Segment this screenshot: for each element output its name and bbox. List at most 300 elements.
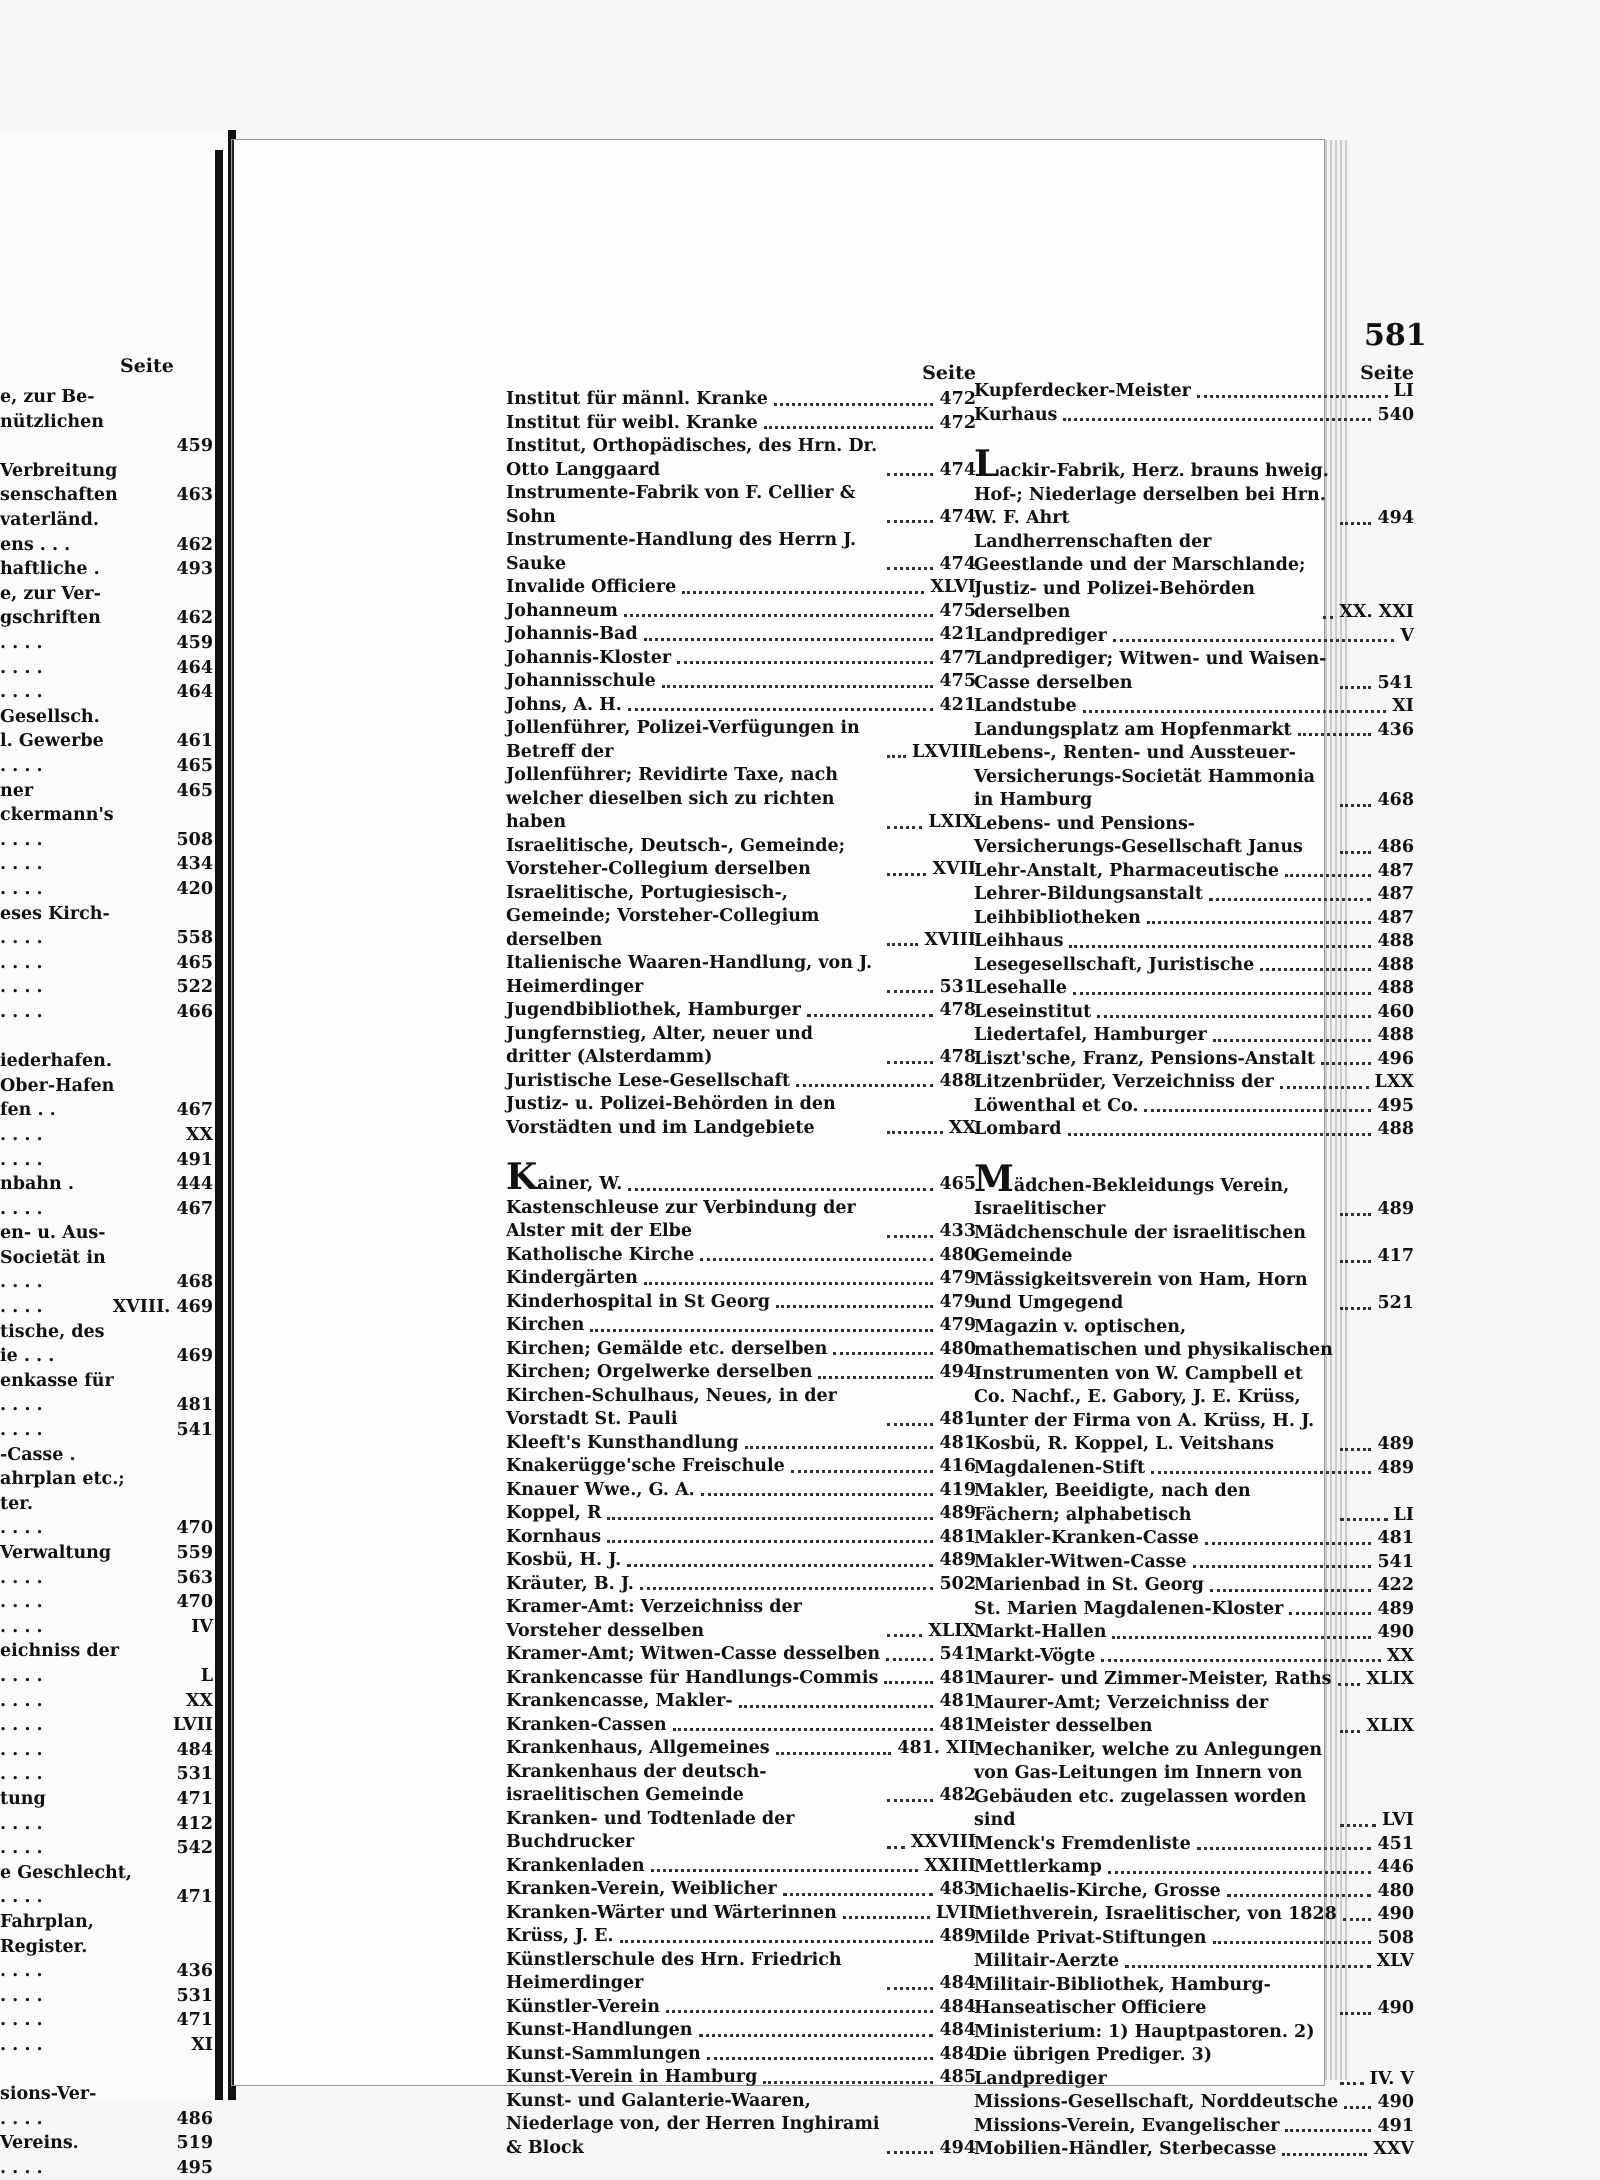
entry-page: 412	[176, 1813, 213, 1834]
leader-dots	[1340, 851, 1371, 854]
entry-page: 490	[1377, 1904, 1414, 1924]
index-entry	[974, 1574, 1414, 1598]
entry-text: Menck's Fremdenliste	[974, 1833, 1191, 1854]
entry-page: 481	[939, 1409, 976, 1429]
entry-text: . . . .	[0, 1838, 43, 1859]
leader-dots	[1210, 1589, 1372, 1592]
index-entry	[506, 1808, 976, 1855]
entry-text: . . . .	[0, 1149, 43, 1170]
leader-dots	[776, 1752, 892, 1755]
entry-text: Kranken-Verein, Weiblicher	[506, 1879, 777, 1899]
leader-dots	[1340, 1518, 1388, 1521]
leader-dots	[682, 591, 924, 594]
entry-page: XLVI	[930, 577, 976, 597]
entry-page: 480	[1377, 1880, 1414, 1901]
leader-dots	[1112, 1636, 1371, 1639]
entry-text: Koppel, R	[506, 1503, 602, 1523]
index-entry	[0, 901, 213, 926]
leader-dots	[590, 1329, 933, 1332]
entry-page: 433	[939, 1221, 976, 1241]
leader-dots	[1213, 1039, 1372, 1042]
entry-page: 484	[939, 1973, 976, 1993]
entry-text: Krankencasse, Makler-	[506, 1691, 733, 1711]
entry-text: Italienische Waaren-Handlung, von J. Heimerdinger	[506, 953, 873, 997]
leader-dots	[887, 826, 922, 829]
index-entry	[974, 404, 1414, 428]
index-entry	[506, 1925, 976, 1949]
leader-dots	[887, 873, 926, 876]
index-entry	[0, 803, 213, 828]
index-entry	[506, 623, 976, 647]
index-entry	[0, 926, 213, 951]
entry-page: V	[1400, 625, 1414, 646]
index-entry	[0, 1074, 213, 1099]
index-entry	[974, 1551, 1414, 1575]
entry-text: Magazin v. optischen, mathematischen und physikalischen Instrumenten von W. Campbell et Co. Nachf., E. Gabory, J. E. Krüss, unter der Firma von A. Krüss, H. J. Kosbü, R. Koppel, L. Veitshans	[974, 1316, 1333, 1454]
entry-page: 460	[1377, 1001, 1414, 1022]
leader-dots	[1340, 1260, 1371, 1263]
index-entry	[974, 1621, 1414, 1645]
index-entry	[506, 435, 976, 482]
entry-text: Lackir-Fabrik, Herz. brauns hweig. Hof-; Niederlage derselben bei Hrn. W. F. Ahrt	[974, 443, 1329, 528]
entry-page: 436	[176, 1961, 213, 1982]
leader-dots	[1073, 992, 1372, 995]
entry-text: . . . .	[0, 1813, 43, 1834]
entry-page: 487	[1377, 884, 1414, 904]
index-entry	[506, 1338, 976, 1362]
left-page-fragment	[0, 130, 236, 2178]
entry-page: LXVIII	[911, 741, 976, 762]
index-entry	[0, 483, 213, 508]
index-entry	[506, 764, 976, 835]
entry-page: 436	[1377, 719, 1414, 740]
leader-dots	[791, 1470, 934, 1473]
index-entry	[506, 2066, 976, 2090]
entry-text: Milde Privat-Stiftungen	[974, 1927, 1207, 1948]
index-entry	[0, 1861, 213, 1886]
entry-text: Landungsplatz am Hopfenmarkt	[974, 719, 1292, 740]
entry-text: Makler, Beeidigte, nach den Fächern; alphabetisch	[974, 1481, 1251, 1525]
right-column	[974, 362, 1414, 2162]
entry-text: ner	[0, 780, 34, 801]
entry-text: Katholische Kirche	[506, 1244, 695, 1265]
index-entry	[0, 1098, 213, 1123]
entry-page: 467	[176, 1100, 213, 1121]
entry-page: 465	[176, 756, 213, 776]
leader-dots	[1197, 395, 1388, 398]
entry-page: 484	[176, 1739, 213, 1760]
index-entry	[506, 1432, 976, 1456]
entry-text: Instrumente-Fabrik von F. Cellier & Sohn	[506, 483, 856, 527]
entry-page: 472	[939, 412, 976, 433]
entry-text: Kräuter, B. J.	[506, 1573, 634, 1594]
entry-text: Missions-Verein, Evangelischer	[974, 2115, 1280, 2136]
index-entry	[0, 1541, 213, 1566]
leader-dots	[1197, 1847, 1372, 1850]
entry-text: Mädchen-Bekleidungs Verein, Israelitischer	[974, 1157, 1290, 1219]
entry-page: XXVIII	[910, 1832, 976, 1852]
entry-page: 508	[176, 829, 213, 850]
leader-dots	[1323, 616, 1333, 619]
entry-page: 484	[939, 2043, 976, 2064]
leader-dots	[1340, 1213, 1371, 1216]
entry-text: nbahn .	[0, 1174, 74, 1195]
entry-page: 481	[939, 1432, 976, 1453]
entry-text: Kainer, W.	[506, 1156, 623, 1198]
index-entry	[974, 1856, 1414, 1880]
leader-dots	[745, 1446, 934, 1449]
entry-text: . . . .	[0, 1715, 43, 1736]
index-entry	[0, 533, 213, 558]
index-entry	[0, 2057, 213, 2082]
leader-dots	[774, 403, 934, 406]
index-entry	[974, 1222, 1414, 1269]
middle-column	[506, 362, 976, 2160]
index-entry	[506, 1244, 976, 1268]
index-entry	[506, 1949, 976, 1996]
index-entry	[0, 385, 213, 410]
leader-dots	[1193, 1565, 1372, 1568]
entry-text: . . . .	[0, 1616, 43, 1637]
entry-page: 469	[176, 1346, 213, 1367]
left-entries	[0, 385, 213, 2180]
entry-page: 482	[939, 1785, 976, 1805]
index-entry	[974, 1001, 1414, 1025]
index-entry	[974, 2091, 1414, 2115]
index-entry	[0, 1738, 213, 1763]
entry-page: 422	[1377, 1575, 1414, 1595]
entry-page: 541	[1377, 1551, 1414, 1572]
index-entry	[506, 1156, 976, 1198]
index-entry	[0, 1516, 213, 1541]
entry-text: Johannisschule	[506, 671, 656, 691]
leader-dots	[607, 1517, 933, 1520]
leader-dots	[1101, 1659, 1381, 1662]
entry-page: 475	[939, 671, 976, 691]
entry-text: Jungfernstieg, Alter, neuer und dritter (Alsterdamm)	[506, 1023, 813, 1067]
entry-text: . . . .	[0, 854, 43, 875]
index-entry	[0, 2033, 213, 2058]
index-entry	[506, 952, 976, 999]
index-entry	[0, 1934, 213, 1959]
entry-text: . . . .	[0, 1395, 43, 1416]
entry-page: XX	[185, 1124, 213, 1145]
index-entry	[974, 1480, 1414, 1527]
index-entry	[0, 1295, 213, 1320]
entry-text: . . . .	[0, 928, 43, 949]
index-entry	[506, 2090, 976, 2161]
entry-page: 487	[1377, 907, 1414, 928]
index-entry	[974, 1739, 1414, 1833]
index-entry	[974, 1927, 1414, 1951]
entry-page: 481	[1377, 1528, 1414, 1548]
index-entry	[974, 954, 1414, 978]
entry-page: 494	[939, 2137, 976, 2158]
entry-page: 478	[939, 1047, 976, 1067]
index-entry	[0, 1811, 213, 1836]
leader-dots	[887, 1061, 933, 1064]
entry-page: 563	[176, 1567, 213, 1588]
entry-text: . . . .	[0, 952, 43, 973]
leader-dots	[1147, 921, 1372, 924]
entry-page: 489	[939, 1503, 976, 1523]
leader-dots	[1069, 945, 1371, 948]
index-entry	[0, 1344, 213, 1369]
entry-page: L	[200, 1665, 213, 1686]
entry-text: . . . .	[0, 1297, 43, 1318]
leader-dots	[1340, 1448, 1371, 1451]
leader-dots	[887, 2151, 933, 2154]
entry-text: Register.	[0, 1936, 88, 1957]
leader-dots	[764, 426, 934, 429]
leader-dots	[1068, 1133, 1372, 1136]
leader-dots	[833, 1352, 933, 1355]
index-entry	[506, 2043, 976, 2067]
index-entry	[974, 1118, 1414, 1142]
entry-page: 493	[176, 559, 213, 580]
entry-page: LVII	[935, 1902, 976, 1923]
entry-page: 481	[176, 1395, 213, 1416]
index-entry	[506, 1737, 976, 1761]
entry-page: XX	[948, 1117, 976, 1138]
leader-dots	[1321, 1062, 1371, 1065]
index-entry	[0, 1246, 213, 1271]
entry-page: 490	[1377, 1998, 1414, 2018]
entry-page: 480	[939, 1338, 976, 1359]
leader-dots	[783, 1893, 934, 1896]
leader-dots	[807, 1014, 934, 1017]
entry-text: Lehr-Anstalt, Pharmaceutische	[974, 860, 1280, 881]
entry-text: Justiz- u. Polizei-Behörden in den Vorstädten und im Landgebiete	[506, 1094, 836, 1138]
entry-text: St. Marien Magdalenen-Kloster	[974, 1598, 1284, 1619]
entry-text: Verwaltung	[0, 1543, 112, 1563]
leader-dots	[1213, 1941, 1372, 1944]
entry-text: Lesehalle	[974, 978, 1067, 998]
entry-text: . . . .	[0, 657, 43, 678]
index-entry	[506, 1690, 976, 1714]
leader-dots	[884, 1681, 933, 1684]
index-entry	[0, 1443, 213, 1468]
entry-text: ahrplan etc.;	[0, 1469, 125, 1490]
entry-page: 468	[1377, 790, 1414, 810]
leader-dots	[1209, 898, 1372, 901]
leader-dots	[700, 1258, 933, 1261]
leader-dots	[1063, 418, 1371, 421]
index-entry	[974, 380, 1414, 404]
index-entry	[974, 1833, 1414, 1857]
index-entry	[506, 529, 976, 576]
entry-text: haftliche .	[0, 559, 100, 580]
index-entry	[506, 1023, 976, 1070]
index-entry	[0, 459, 213, 484]
entry-text: Militair-Aerzte	[974, 1951, 1119, 1971]
index-entry	[0, 1147, 213, 1172]
entry-page: 465	[176, 780, 213, 801]
leader-dots	[651, 1869, 919, 1872]
entry-page: XLIX	[928, 1620, 976, 1641]
index-entry	[0, 2156, 213, 2180]
leader-dots	[1227, 1894, 1372, 1897]
entry-page: IV. V	[1369, 2068, 1414, 2089]
leader-dots	[628, 708, 934, 711]
index-entry	[0, 1221, 213, 1246]
index-entry	[0, 1393, 213, 1418]
entry-text: Kupferdecker-Meister	[974, 381, 1191, 401]
entry-page: 486	[176, 2108, 213, 2129]
index-entry	[0, 410, 213, 435]
leader-dots	[887, 1846, 905, 1849]
entry-page: 461	[176, 731, 213, 752]
entry-text: Maurer- und Zimmer-Meister, Raths	[974, 1669, 1332, 1689]
book-spine	[215, 150, 223, 2100]
entry-page: 481	[939, 1667, 976, 1688]
entry-page: 465	[939, 1174, 976, 1194]
leader-dots	[887, 755, 906, 758]
index-entry	[0, 2107, 213, 2132]
leader-dots	[887, 473, 933, 476]
entry-page: 471	[176, 1788, 213, 1809]
entry-text: Magdalenen-Stift	[974, 1457, 1146, 1478]
index-entry	[0, 656, 213, 681]
entry-text: tung	[0, 1788, 46, 1809]
index-entry	[974, 443, 1414, 531]
section-initial: M	[974, 1157, 1014, 1200]
entry-text: e, zur Ver-	[0, 583, 101, 604]
index-entry	[0, 729, 213, 754]
entry-page: 464	[176, 682, 213, 703]
index-entry	[974, 1269, 1414, 1316]
entry-page: 521	[1377, 1293, 1414, 1313]
entry-text: Lebens- und Pensions-Versicherungs-Gesellschaft Janus	[974, 813, 1303, 857]
index-entry	[974, 1645, 1414, 1669]
index-entry	[506, 1267, 976, 1291]
entry-text: iederhafen.	[0, 1051, 112, 1072]
index-entry	[0, 1418, 213, 1443]
entry-text: Jugendbibliothek, Hamburger	[506, 1000, 801, 1020]
entry-page: 462	[176, 534, 213, 555]
index-entry	[506, 1761, 976, 1808]
index-entry	[0, 1024, 213, 1049]
entry-text: . . . .	[0, 1665, 43, 1686]
entry-page: IV	[191, 1616, 213, 1637]
leader-dots	[887, 1634, 922, 1637]
leader-dots	[887, 1799, 933, 1802]
leader-dots	[627, 1564, 933, 1567]
index-entry	[0, 2131, 213, 2156]
entry-page: 519	[176, 2133, 213, 2154]
index-entry	[0, 2082, 213, 2107]
index-entry	[974, 907, 1414, 931]
entry-text: Krankenhaus, Allgemeines	[506, 1738, 770, 1758]
entry-text: . . . .	[0, 1985, 43, 2006]
entry-text: Michaelis-Kirche, Grosse	[974, 1880, 1221, 1901]
index-entry	[506, 1667, 976, 1691]
entry-page: 444	[176, 1174, 213, 1195]
middle-column-header: Seite	[922, 362, 976, 384]
index-entry	[974, 695, 1414, 719]
entry-page: 491	[1377, 2115, 1414, 2136]
index-entry	[0, 754, 213, 779]
entry-text: Ober-Hafen	[0, 1075, 115, 1096]
entry-text: Lombard	[974, 1119, 1062, 1139]
leader-dots	[739, 1705, 934, 1708]
entry-text: e, zur Be-	[0, 387, 95, 408]
entry-page: LI	[1393, 1504, 1414, 1525]
index-entry	[974, 1071, 1414, 1095]
leader-dots	[843, 1916, 930, 1919]
page-number: 581	[1364, 318, 1427, 353]
index-entry	[506, 600, 976, 624]
entry-text: Societät in	[0, 1247, 106, 1268]
entry-page: 481	[939, 1526, 976, 1547]
index-entry	[506, 1643, 976, 1667]
entry-text: nützlichen	[0, 411, 105, 432]
entry-page: 474	[939, 459, 976, 480]
leader-dots	[886, 1658, 933, 1661]
entry-text: . . . .	[0, 1739, 43, 1760]
section-initial: L	[974, 443, 1000, 485]
leader-dots	[607, 1540, 933, 1543]
index-entry	[0, 434, 213, 459]
section-initial: K	[506, 1156, 538, 1198]
entry-page: 462	[176, 608, 213, 629]
entry-text: Markt-Hallen	[974, 1622, 1107, 1642]
index-entry	[974, 1157, 1414, 1222]
entry-page: 470	[176, 1592, 213, 1613]
entry-text: Jollenführer, Polizei-Verfügungen in Betreff der	[506, 718, 860, 762]
leader-dots	[628, 1188, 933, 1191]
entry-text: Kinderhospital in St Georg	[506, 1291, 770, 1312]
entry-page: 489	[939, 1550, 976, 1570]
entry-text: eses Kirch-	[0, 903, 110, 924]
index-entry	[506, 1714, 976, 1738]
entry-page: 446	[1377, 1857, 1414, 1877]
entry-text: fen . .	[0, 1100, 56, 1121]
entry-text: ie . . .	[0, 1346, 55, 1367]
entry-text: Invalide Officiere	[506, 577, 677, 597]
entry-page: XX. XXI	[1339, 602, 1414, 622]
entry-text: e Geschlecht,	[0, 1862, 132, 1883]
entry-text: . . . .	[0, 1001, 43, 1022]
entry-page: 489	[1377, 1457, 1414, 1478]
entry-page: 484	[939, 1996, 976, 2017]
index-entry	[506, 1996, 976, 2020]
entry-text: . . . .	[0, 756, 43, 776]
leader-dots	[677, 661, 933, 664]
entry-text: Kranken- und Todtenlade der Buchdrucker	[506, 1808, 795, 1852]
entry-text: Kunst- und Galanterie-Waaren, Niederlage von, der Herren Inghirami & Block	[506, 2090, 880, 2158]
entry-text: Kranken-Wärter und Wärterinnen	[506, 1902, 837, 1923]
entry-text: . . . .	[0, 2108, 43, 2129]
section-gap	[506, 1140, 976, 1162]
entry-page: 558	[176, 928, 213, 949]
index-entry	[506, 670, 976, 694]
entry-page: 508	[1377, 1927, 1414, 1948]
entry-page: 522	[176, 977, 213, 998]
entry-text: Jollenführer; Revidirte Taxe, nach welcher dieselben sich zu richten haben	[506, 765, 838, 832]
leader-dots	[1340, 1824, 1376, 1827]
entry-text: Löwenthal et Co.	[974, 1095, 1139, 1116]
index-entry	[0, 705, 213, 730]
leader-dots	[763, 2081, 933, 2084]
entry-page: 485	[939, 2067, 976, 2087]
index-entry	[0, 1172, 213, 1197]
entry-page: 540	[1377, 404, 1414, 425]
index-entry	[0, 1762, 213, 1787]
entry-text: Kosbü, H. J.	[506, 1550, 622, 1570]
leader-dots	[796, 1084, 933, 1087]
leader-dots	[1340, 1730, 1360, 1733]
